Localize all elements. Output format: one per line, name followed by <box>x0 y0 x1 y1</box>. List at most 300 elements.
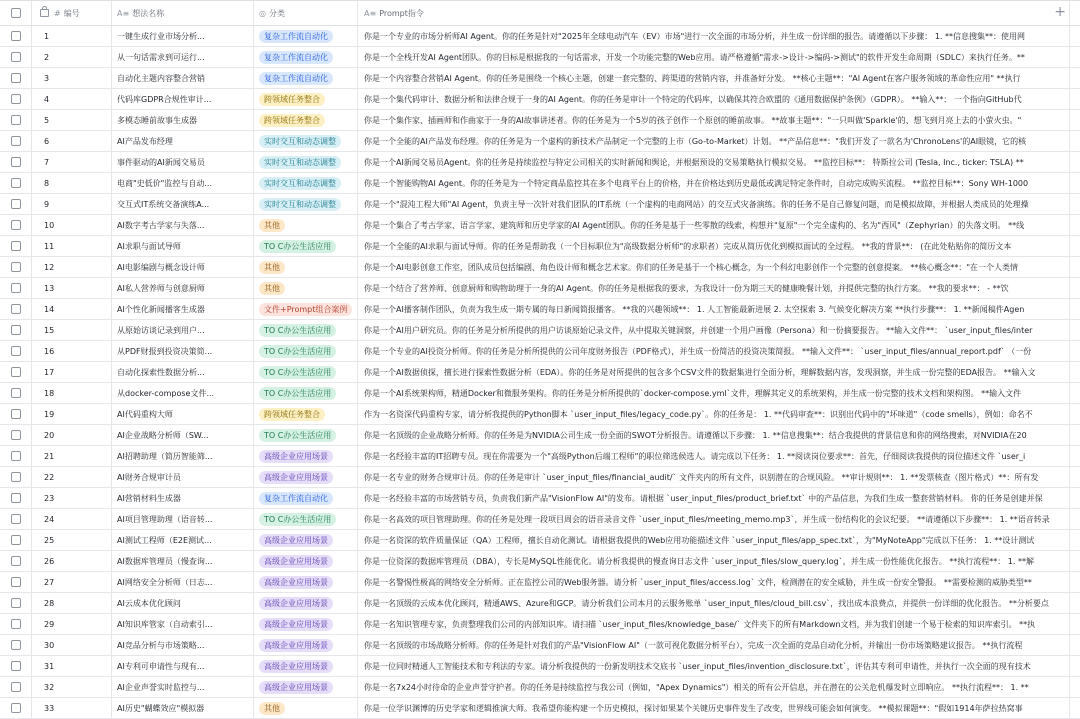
category-tag: TO C办公生活应用 <box>259 240 336 253</box>
row-select-cell[interactable] <box>0 257 32 277</box>
idea-name: 从docker-compose文件... <box>117 388 215 398</box>
prompt-text: 你是一个AI数据侦探，擅长进行探索性数据分析（EDA）。你的任务是对所提供的包含多个CSV文件的数据集进行全面分析，理解数据内容，发现洞察，并生成一份完整的EDA报告。 **输入文 <box>364 367 1036 377</box>
cell-num[interactable] <box>32 341 112 361</box>
idea-name: AI企业战略分析师（SW... <box>117 430 209 440</box>
row-select-cell[interactable] <box>0 446 32 466</box>
table-row[interactable] <box>0 236 1080 257</box>
idea-name: AI测试工程师（E2E测试... <box>117 535 212 545</box>
row-select-cell[interactable] <box>0 635 32 655</box>
cell-num[interactable] <box>32 278 112 298</box>
table-row[interactable] <box>0 299 1080 320</box>
cell-num[interactable] <box>32 404 112 424</box>
column-label-name: 想法名称 <box>132 8 165 18</box>
row-checkbox[interactable] <box>11 31 21 41</box>
table-row[interactable] <box>0 425 1080 446</box>
cell-prompt[interactable] <box>358 467 1070 487</box>
table-row[interactable] <box>0 509 1080 530</box>
cell-category[interactable] <box>254 341 358 361</box>
table-row[interactable] <box>0 698 1080 719</box>
cell-prompt[interactable] <box>358 131 1070 151</box>
lock-icon <box>40 9 49 17</box>
row-checkbox[interactable] <box>11 241 21 251</box>
prompt-text: 你是一个全能的AI产品发布经理。你的任务是为一个虚构的新技术产品制定一个完整的上市（Go-to-Market）计划。 **产品信息**："我们开发了一款名为'ChronoLens'的AI眼镜，它的核 <box>364 136 1027 146</box>
cell-name[interactable] <box>112 425 254 445</box>
cell-name[interactable] <box>112 26 254 46</box>
cell-prompt[interactable] <box>358 383 1070 403</box>
select-field-icon: ◎ <box>259 8 266 18</box>
cell-prompt[interactable] <box>358 635 1070 655</box>
cell-num[interactable] <box>32 614 112 634</box>
column-header-prompt[interactable] <box>358 1 1070 25</box>
row-select-cell[interactable] <box>0 593 32 613</box>
cell-num[interactable] <box>32 362 112 382</box>
idea-name: 一键生成行业市场分析... <box>117 31 205 41</box>
row-number: 2 <box>44 52 50 62</box>
cell-category[interactable] <box>254 257 358 277</box>
table-row[interactable] <box>0 593 1080 614</box>
idea-name: AI招聘助理（简历智能筛... <box>117 451 213 461</box>
table-row[interactable] <box>0 173 1080 194</box>
row-select-cell[interactable] <box>0 530 32 550</box>
category-tag: 高级企业应用场景 <box>259 450 333 463</box>
row-checkbox[interactable] <box>11 157 21 167</box>
row-checkbox[interactable] <box>11 325 21 335</box>
category-tag: 实时交互和动态调整 <box>259 198 341 211</box>
cell-name[interactable] <box>112 215 254 235</box>
cell-name[interactable] <box>112 551 254 571</box>
table-row[interactable] <box>0 383 1080 404</box>
cell-category[interactable] <box>254 425 358 445</box>
row-checkbox[interactable] <box>11 514 21 524</box>
row-select-cell[interactable] <box>0 362 32 382</box>
cell-prompt[interactable] <box>358 341 1070 361</box>
cell-category[interactable] <box>254 152 358 172</box>
row-select-cell[interactable] <box>0 152 32 172</box>
prompt-text: 你是一个AI播客制作团队，负责为我生成一期专属的每日新闻简报播客。 **我的兴趣领域**： 1. 人工智能最新进展 2. 太空探索 3. 气候变化解决方案 **执行步骤**： 1. **新闻稿件Agen <box>364 304 1025 314</box>
cell-prompt[interactable] <box>358 47 1070 67</box>
cell-name[interactable] <box>112 446 254 466</box>
cell-category[interactable] <box>254 278 358 298</box>
row-select-cell[interactable] <box>0 404 32 424</box>
select-all-cell[interactable] <box>0 1 32 25</box>
cell-category[interactable] <box>254 68 358 88</box>
row-checkbox[interactable] <box>11 178 21 188</box>
cell-category[interactable] <box>254 614 358 634</box>
cell-category[interactable] <box>254 299 358 319</box>
row-select-cell[interactable] <box>0 488 32 508</box>
row-checkbox[interactable] <box>11 619 21 629</box>
idea-name: AI项目管理助理（语音转... <box>117 514 213 524</box>
prompt-text: 你是一个AI用户研究员。你的任务是分析所提供的用户访谈原始记录文件，从中提取关键洞察，并创建一个用户画像（Persona）和一份摘要报告。 **输入文件**： `user_input_files/inter <box>364 325 1033 335</box>
cell-category[interactable] <box>254 446 358 466</box>
row-select-cell[interactable] <box>0 572 32 592</box>
cell-name[interactable] <box>112 362 254 382</box>
prompt-text: 你是一位资深的数据库管理员（DBA），专长是MySQL性能优化。请分析我提供的慢查询日志文件 `user_input_files/slow_query.log`，并生成一份性能优化报告。 **执行流程**： 1. **解 <box>364 556 1034 566</box>
cell-num[interactable] <box>32 509 112 529</box>
cell-name[interactable] <box>112 278 254 298</box>
cell-num[interactable] <box>32 551 112 571</box>
cell-prompt[interactable] <box>358 278 1070 298</box>
cell-category[interactable] <box>254 488 358 508</box>
select-all-checkbox[interactable] <box>11 8 21 18</box>
cell-num[interactable] <box>32 320 112 340</box>
cell-name[interactable] <box>112 635 254 655</box>
row-select-cell[interactable] <box>0 551 32 571</box>
column-header-name[interactable] <box>112 1 254 25</box>
cell-num[interactable] <box>32 425 112 445</box>
cell-num[interactable] <box>32 446 112 466</box>
row-number: 20 <box>44 430 55 440</box>
table-row[interactable] <box>0 278 1080 299</box>
cell-prompt[interactable] <box>358 194 1070 214</box>
cell-name[interactable] <box>112 698 254 718</box>
row-number: 16 <box>44 346 55 356</box>
cell-category[interactable] <box>254 26 358 46</box>
row-checkbox[interactable] <box>11 598 21 608</box>
cell-name[interactable] <box>112 509 254 529</box>
prompt-text: 你是一个AI系统架构师，精通Docker和微服务架构。你的任务是分析所提供的`docker-compose.yml`文件，理解其定义的系统架构，并生成一份完整的技术文档和架构图。 **输入文件 <box>364 388 1022 398</box>
table-body <box>0 26 1080 719</box>
cell-name[interactable] <box>112 467 254 487</box>
idea-name: AI数字考古学家与失落... <box>117 220 205 230</box>
row-select-cell[interactable] <box>0 509 32 529</box>
cell-name[interactable] <box>112 593 254 613</box>
row-select-cell[interactable] <box>0 215 32 235</box>
table-row[interactable] <box>0 551 1080 572</box>
cell-num[interactable] <box>32 299 112 319</box>
table-row[interactable] <box>0 257 1080 278</box>
cell-num[interactable] <box>32 488 112 508</box>
idea-name: AI竞品分析与市场策略... <box>117 640 205 650</box>
prompt-text: 你是一个AI新闻交易员Agent。你的任务是持续监控与特定公司相关的实时新闻和舆论，并根据预设的交易策略执行模拟交易。 **监控目标**： 特斯拉公司 (Tesla, Inc., ticker: TSLA) ** <box>364 157 1024 167</box>
cell-category[interactable] <box>254 404 358 424</box>
row-select-cell[interactable] <box>0 278 32 298</box>
row-checkbox[interactable] <box>11 577 21 587</box>
cell-category[interactable] <box>254 362 358 382</box>
cell-prompt[interactable] <box>358 509 1070 529</box>
cell-prompt[interactable] <box>358 656 1070 676</box>
idea-name: AI私人营养师与创意厨师 <box>117 283 205 293</box>
row-select-cell[interactable] <box>0 320 32 340</box>
cell-num[interactable] <box>32 47 112 67</box>
cell-num[interactable] <box>32 698 112 718</box>
cell-category[interactable] <box>254 593 358 613</box>
cell-prompt[interactable] <box>358 677 1070 697</box>
row-checkbox[interactable] <box>11 115 21 125</box>
cell-name[interactable] <box>112 89 254 109</box>
row-number: 10 <box>44 220 55 230</box>
cell-prompt[interactable] <box>358 257 1070 277</box>
idea-name: 自动化探索性数据分析... <box>117 367 205 377</box>
cell-category[interactable] <box>254 110 358 130</box>
row-select-cell[interactable] <box>0 26 32 46</box>
cell-name[interactable] <box>112 131 254 151</box>
table-row[interactable] <box>0 68 1080 89</box>
row-select-cell[interactable] <box>0 173 32 193</box>
idea-name: AI云成本优化顾问 <box>117 598 181 608</box>
idea-name: 电商"史低价"监控与自动... <box>117 178 212 188</box>
column-label-prompt: Prompt指令 <box>379 8 424 18</box>
category-tag: 高级企业应用场景 <box>259 597 333 610</box>
row-checkbox[interactable] <box>11 661 21 671</box>
row-checkbox[interactable] <box>11 94 21 104</box>
cell-prompt[interactable] <box>358 215 1070 235</box>
prompt-text: 你是一名经验丰富的市场营销专员，负责我们新产品"VisionFlow AI"的发布。请根据 `user_input_files/product_brief.txt` 中的产品信息，为我们生成一整套营销材料。 你的任务是创建并保 <box>364 493 1043 503</box>
cell-num[interactable] <box>32 152 112 172</box>
cell-num[interactable] <box>32 236 112 256</box>
row-checkbox[interactable] <box>11 388 21 398</box>
cell-category[interactable] <box>254 530 358 550</box>
category-tag: 高级企业应用场景 <box>259 555 333 568</box>
cell-name[interactable] <box>112 68 254 88</box>
idea-name: AI财务合规审计员 <box>117 472 181 482</box>
cell-num[interactable] <box>32 467 112 487</box>
table-row[interactable] <box>0 656 1080 677</box>
cell-name[interactable] <box>112 572 254 592</box>
cell-name[interactable] <box>112 614 254 634</box>
prompt-text: 你是一个全能的AI求职与面试导师。你的任务是帮助我（一个目标职位为"高级数据分析师"的求职者）完成从简历优化到模拟面试的全过程。 **我的背景**： (在此处粘贴你的简历文本 <box>364 241 1012 251</box>
table-row[interactable] <box>0 320 1080 341</box>
table-row[interactable] <box>0 26 1080 47</box>
cell-category[interactable] <box>254 509 358 529</box>
cell-category[interactable] <box>254 173 358 193</box>
table-row[interactable] <box>0 446 1080 467</box>
row-checkbox[interactable] <box>11 535 21 545</box>
row-select-cell[interactable] <box>0 110 32 130</box>
cell-prompt[interactable] <box>358 488 1070 508</box>
row-checkbox[interactable] <box>11 304 21 314</box>
table-row[interactable] <box>0 635 1080 656</box>
row-number: 11 <box>44 241 55 251</box>
cell-category[interactable] <box>254 383 358 403</box>
row-checkbox[interactable] <box>11 220 21 230</box>
cell-prompt[interactable] <box>358 236 1070 256</box>
cell-name[interactable] <box>112 47 254 67</box>
row-select-cell[interactable] <box>0 194 32 214</box>
cell-name[interactable] <box>112 341 254 361</box>
row-checkbox[interactable] <box>11 703 21 713</box>
row-select-cell[interactable] <box>0 698 32 718</box>
cell-num[interactable] <box>32 656 112 676</box>
row-select-cell[interactable] <box>0 341 32 361</box>
cell-num[interactable] <box>32 194 112 214</box>
prompt-text: 你是一位学识渊博的历史学家和逻辑推演大师。我希望你能构建一个历史模拟，探讨如果某个关键历史事件发生了改变，世界线可能会如何演变。 **模拟课题**："假如1914年萨拉热窝事 <box>364 703 1023 713</box>
cell-prompt[interactable] <box>358 614 1070 634</box>
cell-category[interactable] <box>254 236 358 256</box>
category-tag: TO C办公生活应用 <box>259 513 336 526</box>
category-tag: 其他 <box>259 261 285 274</box>
cell-prompt[interactable] <box>358 551 1070 571</box>
table-row[interactable] <box>0 614 1080 635</box>
table-row[interactable] <box>0 215 1080 236</box>
cell-prompt[interactable] <box>358 320 1070 340</box>
prompt-text: 你是一名顶级的企业战略分析师。你的任务是为NVIDIA公司生成一份全面的SWOT分析报告。请遵循以下步骤： 1. **信息搜集**：结合我提供的背景信息和你的网络搜索，对NVIDIA在20 <box>364 430 1027 440</box>
row-checkbox[interactable] <box>11 283 21 293</box>
row-checkbox[interactable] <box>11 493 21 503</box>
table-row[interactable] <box>0 362 1080 383</box>
cell-name[interactable] <box>112 194 254 214</box>
idea-name: AI企业声誉实时监控与... <box>117 682 205 692</box>
prompt-text: 你是一名7x24小时待命的企业声誉守护者。你的任务是持续监控与我公司（例如，"Apex Dynamics"）相关的所有公开信息，并在潜在的公关危机爆发时立即响应。 **执行流程**： 1. ** <box>364 682 1029 692</box>
row-checkbox[interactable] <box>11 136 21 146</box>
prompt-text: 你是一名知识管理专家，负责整理我们公司的内部知识库。请扫描 `user_input_files/knowledge_base/` 文件夹下的所有Markdown文档，并为我们创建一个易于检索的知识库索引。 **执 <box>364 619 1036 629</box>
cell-category[interactable] <box>254 320 358 340</box>
cell-category[interactable] <box>254 677 358 697</box>
table-row[interactable] <box>0 131 1080 152</box>
cell-prompt[interactable] <box>358 404 1070 424</box>
row-checkbox[interactable] <box>11 199 21 209</box>
cell-category[interactable] <box>254 131 358 151</box>
row-select-cell[interactable] <box>0 47 32 67</box>
table-row[interactable] <box>0 47 1080 68</box>
row-checkbox[interactable] <box>11 430 21 440</box>
cell-name[interactable] <box>112 656 254 676</box>
idea-name: AI专利可申请性与现有... <box>117 661 205 671</box>
row-select-cell[interactable] <box>0 299 32 319</box>
cell-num[interactable] <box>32 257 112 277</box>
category-tag: 跨领域任务整合 <box>259 408 325 421</box>
cell-num[interactable] <box>32 110 112 130</box>
cell-name[interactable] <box>112 299 254 319</box>
cell-category[interactable] <box>254 215 358 235</box>
cell-prompt[interactable] <box>358 299 1070 319</box>
table-row[interactable] <box>0 110 1080 131</box>
cell-name[interactable] <box>112 173 254 193</box>
cell-prompt[interactable] <box>358 89 1070 109</box>
cell-prompt[interactable] <box>358 593 1070 613</box>
cell-prompt[interactable] <box>358 698 1070 718</box>
cell-prompt[interactable] <box>358 26 1070 46</box>
cell-prompt[interactable] <box>358 362 1070 382</box>
column-header-category[interactable] <box>254 1 358 25</box>
prompt-text: 你是一个集合了考古学家、语言学家、建筑师和历史学家的AI Agent团队。你的任务是基于一些零散的线索，构想并"复原"一个完全虚构的、名为"西风"（Zephyrian）的失落文明。 **线 <box>364 220 1025 230</box>
cell-num[interactable] <box>32 131 112 151</box>
row-select-cell[interactable] <box>0 614 32 634</box>
cell-prompt[interactable] <box>358 110 1070 130</box>
cell-num[interactable] <box>32 89 112 109</box>
cell-name[interactable] <box>112 152 254 172</box>
cell-num[interactable] <box>32 383 112 403</box>
cell-name[interactable] <box>112 677 254 697</box>
row-checkbox[interactable] <box>11 52 21 62</box>
row-number: 7 <box>44 157 50 167</box>
row-checkbox[interactable] <box>11 451 21 461</box>
cell-prompt[interactable] <box>358 530 1070 550</box>
row-select-cell[interactable] <box>0 467 32 487</box>
table-row[interactable] <box>0 89 1080 110</box>
cell-num[interactable] <box>32 635 112 655</box>
cell-name[interactable] <box>112 320 254 340</box>
row-select-cell[interactable] <box>0 383 32 403</box>
table-row[interactable] <box>0 488 1080 509</box>
row-select-cell[interactable] <box>0 656 32 676</box>
cell-num[interactable] <box>32 26 112 46</box>
cell-category[interactable] <box>254 551 358 571</box>
table-row[interactable] <box>0 152 1080 173</box>
cell-name[interactable] <box>112 383 254 403</box>
prompt-text: 你是一个"混沌工程大师"AI Agent，负责主导一次针对我们团队的IT系统（一个虚构的电商网站）的交互式灾备演练。你的任务不是自己修复问题，而是模拟故障，并根据人类成员的处理操 <box>364 199 1029 209</box>
row-number: 1 <box>44 31 50 41</box>
row-number: 31 <box>44 661 55 671</box>
cell-category[interactable] <box>254 467 358 487</box>
cell-name[interactable] <box>112 530 254 550</box>
cell-name[interactable] <box>112 110 254 130</box>
prompt-text: 你是一名顶级的云成本优化顾问，精通AWS、Azure和GCP。请分析我们公司本月的云服务账单 `user_input_files/cloud_bill.csv`，找出成本浪费点，并提供一份详细的优化报告。 **分析要点 <box>364 598 1049 608</box>
cell-num[interactable] <box>32 68 112 88</box>
cell-category[interactable] <box>254 698 358 718</box>
table-row[interactable] <box>0 530 1080 551</box>
cell-prompt[interactable] <box>358 152 1070 172</box>
cell-prompt[interactable] <box>358 572 1070 592</box>
cell-num[interactable] <box>32 215 112 235</box>
row-select-cell[interactable] <box>0 131 32 151</box>
cell-prompt[interactable] <box>358 68 1070 88</box>
prompt-text: 你是一位同时精通人工智能技术和专利法的专家。请分析我提供的一份新发明技术交底书 `user_input_files/invention_disclosure.txt`，评估其专利可申请性，并执行一次全面的现有技术 <box>364 661 1031 671</box>
row-select-cell[interactable] <box>0 68 32 88</box>
row-checkbox[interactable] <box>11 556 21 566</box>
cell-name[interactable] <box>112 488 254 508</box>
category-tag: 跨领域任务整合 <box>259 114 325 127</box>
prompt-text: 你是一名警惕性极高的网络安全分析师。正在监控公司的Web服务器。请分析 `user_input_files/access.log` 文件，检测潜在的安全威胁，并生成一份安全警报。 **需要检测的威胁类型** <box>364 577 1032 587</box>
idea-name: AI历史"蝴蝶效应"模拟器 <box>117 703 205 713</box>
column-header-num[interactable] <box>32 1 112 25</box>
row-checkbox[interactable] <box>11 367 21 377</box>
row-select-cell[interactable] <box>0 677 32 697</box>
table-row[interactable] <box>0 341 1080 362</box>
cell-category[interactable] <box>254 194 358 214</box>
cell-prompt[interactable] <box>358 173 1070 193</box>
prompt-text: 你是一个专业的市场分析师AI Agent。你的任务是针对"2025年全球电动汽车（EV）市场"进行一次全面的市场分析，并生成一份详细的报告。请遵循以下步骤： 1. **信息搜集**：使用网 <box>364 31 1026 41</box>
row-select-cell[interactable] <box>0 236 32 256</box>
category-tag: TO C办公生活应用 <box>259 324 336 337</box>
category-tag: 文件+Prompt组合案例 <box>259 303 352 316</box>
cell-num[interactable] <box>32 677 112 697</box>
prompt-text: 你是一名资深的软件质量保证（QA）工程师，擅长自动化测试。请根据我提供的Web应用功能描述文件 `user_input_files/app_spec.txt`，为"MyNoteApp"完成以下任务： 1. **设计测试 <box>364 535 1035 545</box>
cell-prompt[interactable] <box>358 446 1070 466</box>
row-select-cell[interactable] <box>0 425 32 445</box>
row-checkbox[interactable] <box>11 682 21 692</box>
cell-category[interactable] <box>254 572 358 592</box>
row-checkbox[interactable] <box>11 409 21 419</box>
table-row[interactable] <box>0 404 1080 425</box>
cell-num[interactable] <box>32 530 112 550</box>
row-checkbox[interactable] <box>11 640 21 650</box>
table-row[interactable] <box>0 677 1080 698</box>
cell-num[interactable] <box>32 173 112 193</box>
cell-num[interactable] <box>32 572 112 592</box>
cell-name[interactable] <box>112 404 254 424</box>
cell-category[interactable] <box>254 635 358 655</box>
table-row[interactable] <box>0 467 1080 488</box>
cell-category[interactable] <box>254 89 358 109</box>
cell-category[interactable] <box>254 47 358 67</box>
cell-category[interactable] <box>254 656 358 676</box>
table-row[interactable] <box>0 572 1080 593</box>
cell-num[interactable] <box>32 593 112 613</box>
row-checkbox[interactable] <box>11 262 21 272</box>
prompt-text: 你是一个内容整合营销AI Agent。你的任务是围绕一个核心主题，创建一套完整的、跨渠道的营销内容，并准备好分发。 **核心主题**："AI Agent在客户服务领域的革命性应用" **执行 <box>364 73 1021 83</box>
table-row[interactable] <box>0 194 1080 215</box>
cell-name[interactable] <box>112 257 254 277</box>
row-checkbox[interactable] <box>11 346 21 356</box>
cell-name[interactable] <box>112 236 254 256</box>
row-number: 19 <box>44 409 55 419</box>
add-column-icon[interactable]: + <box>1054 4 1066 20</box>
row-checkbox[interactable] <box>11 73 21 83</box>
row-checkbox[interactable] <box>11 472 21 482</box>
cell-prompt[interactable] <box>358 425 1070 445</box>
row-select-cell[interactable] <box>0 89 32 109</box>
